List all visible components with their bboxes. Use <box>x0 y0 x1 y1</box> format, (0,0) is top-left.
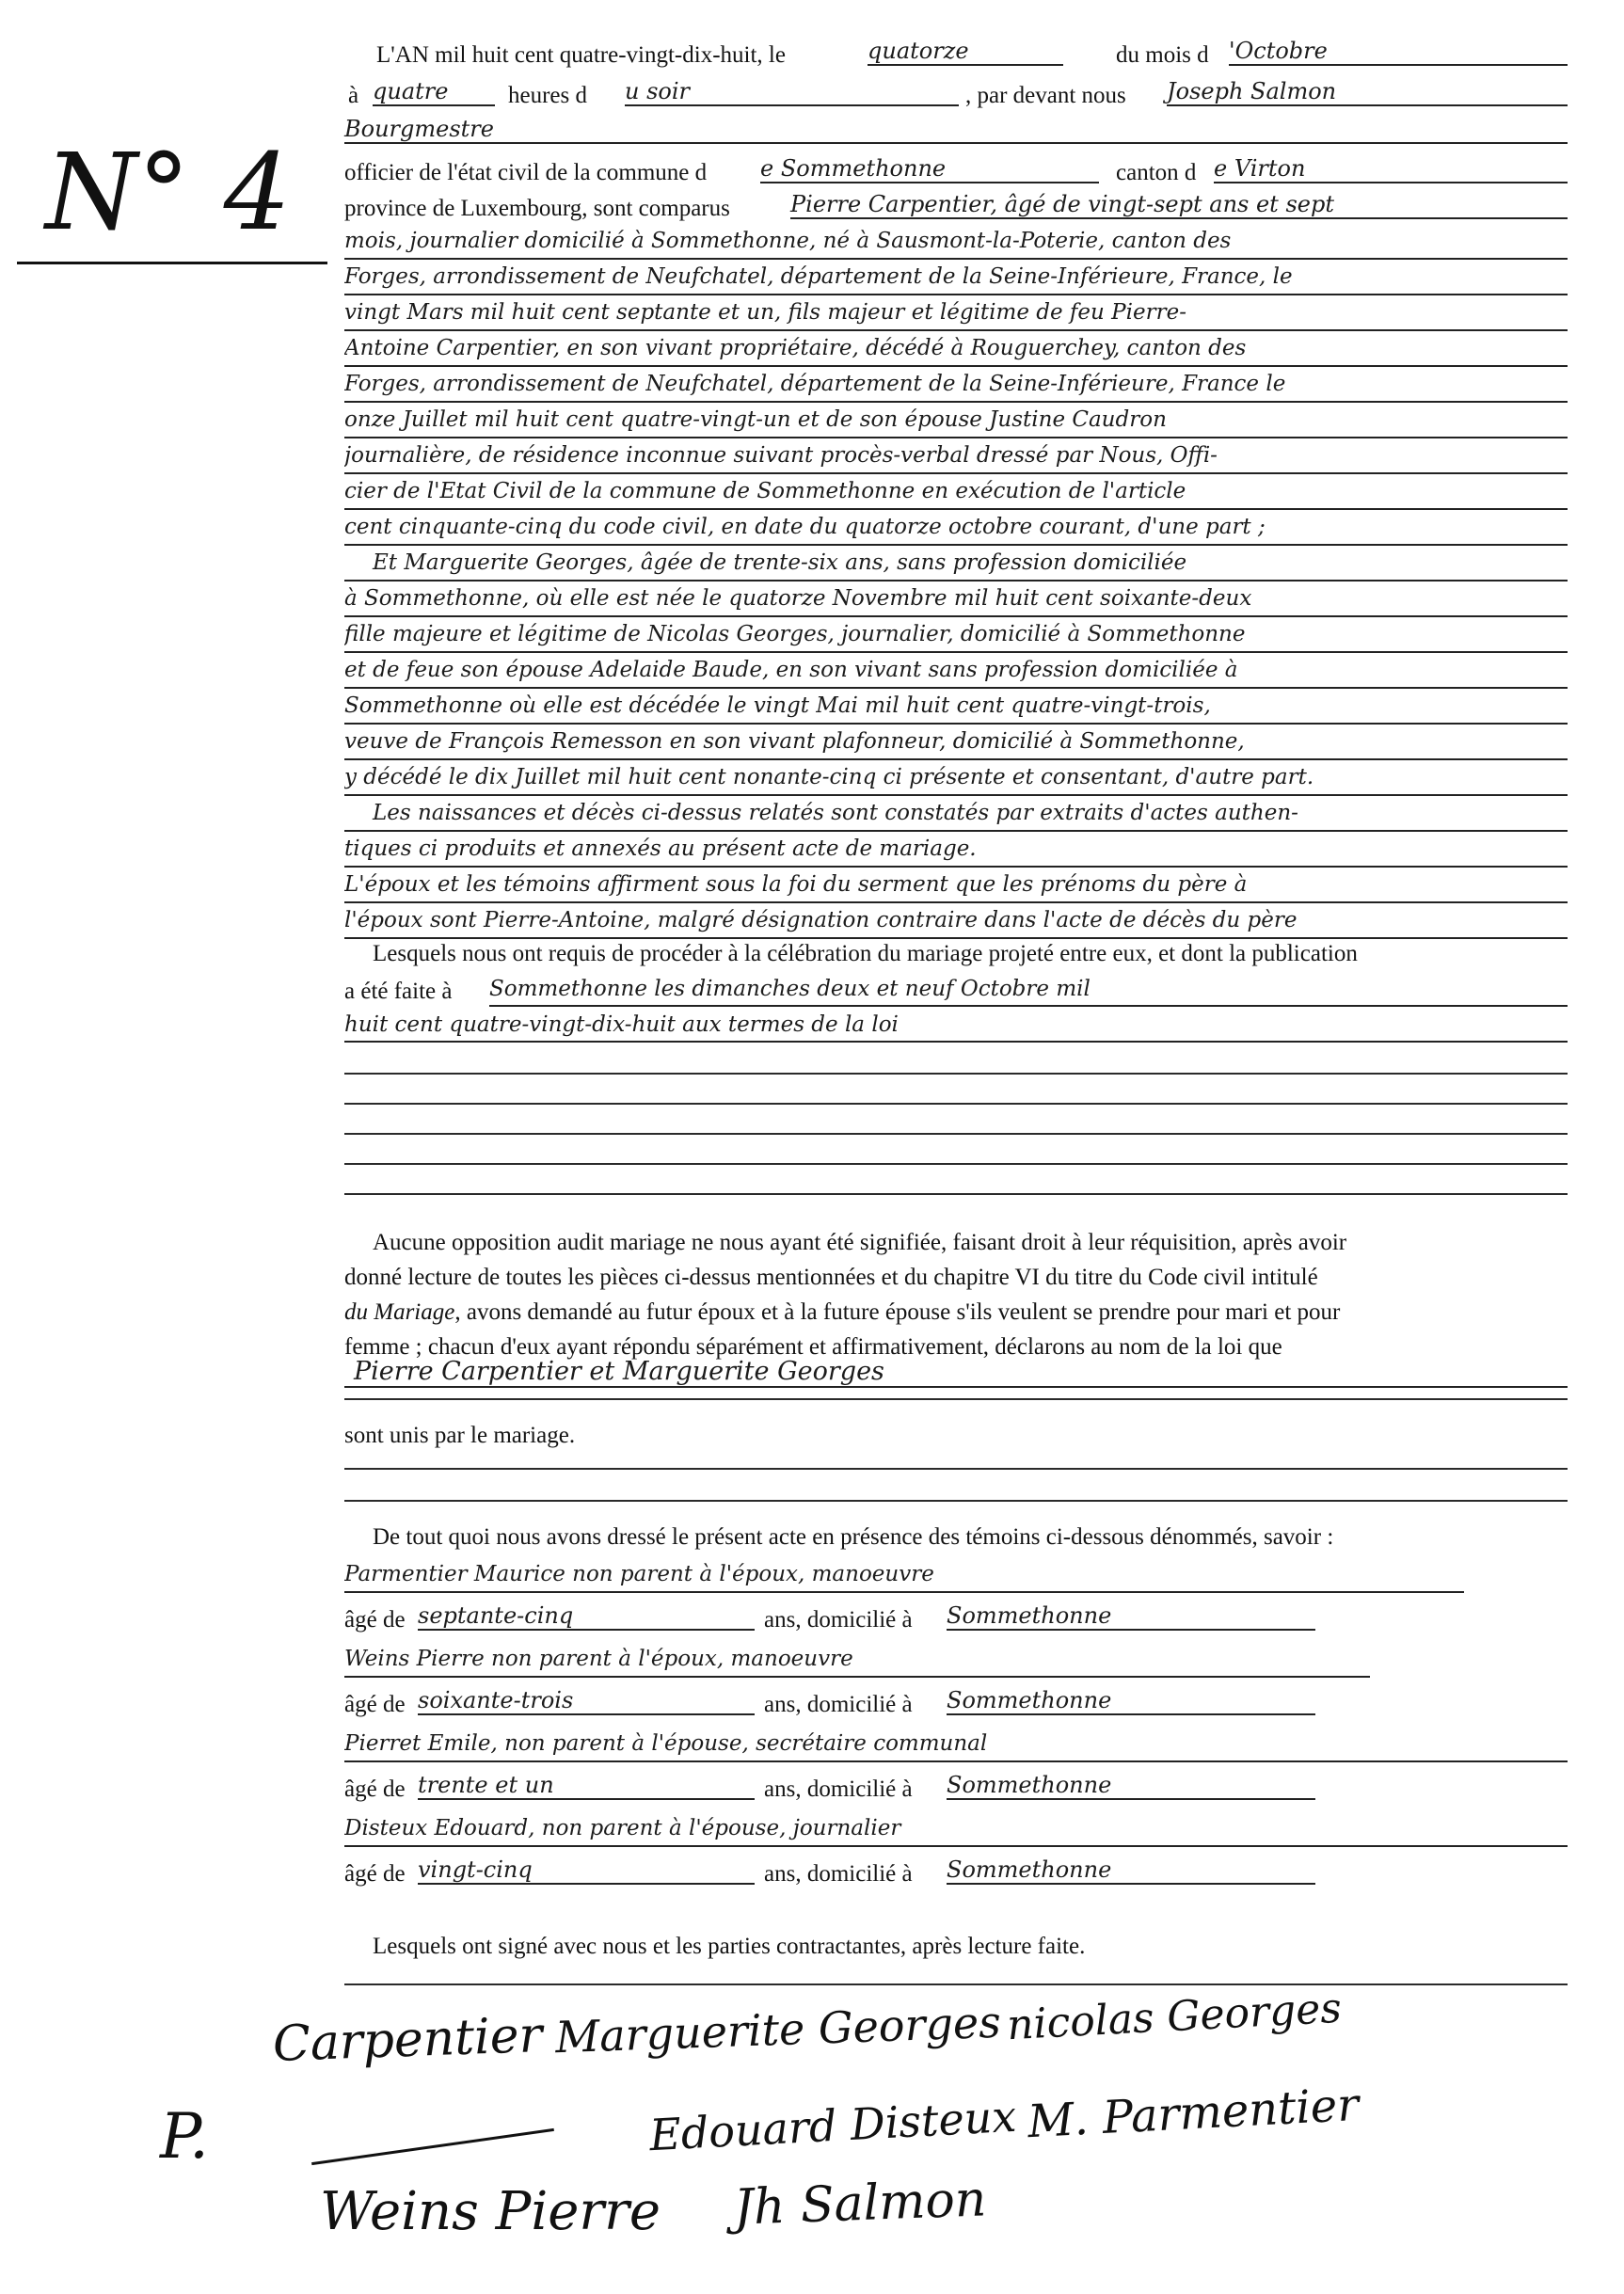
witnesses-intro: De tout quoi nous avons dressé le présent acte en présence des témoins ci-dessous dénommés, savoir : <box>373 1524 1334 1550</box>
signature-flourish <box>311 2128 554 2165</box>
witness-place: Sommethonne <box>947 1772 1315 1800</box>
signature-witness-disteux: Edouard Disteux <box>647 2090 1018 2161</box>
blank-rule <box>344 1103 1568 1105</box>
narrative-line: vingt Mars mil huit cent septante et un, fils majeur et légitime de feu Pierre- <box>344 295 1568 331</box>
closing-statement: Lesquels ont signé avec nous et les parties contractantes, après lecture faite. <box>373 1934 1086 1959</box>
witness-place: Sommethonne <box>947 1602 1315 1631</box>
narrative-line: Forges, arrondissement de Neufchatel, département de la Seine-Inférieure, France, le <box>344 260 1568 295</box>
witness-age: trente et un <box>418 1772 755 1800</box>
witness-domicile-label: ans, domicilié à <box>764 1776 913 1802</box>
witness-age-label: âgé de <box>344 1692 406 1717</box>
narrative-line: cent cinquante-cinq du code civil, en date du quatorze octobre courant, d'une part ; <box>344 510 1568 546</box>
witness-desc: Weins Pierre non parent à l'époux, manoeuvre <box>344 1642 1370 1678</box>
narrative-line: à Sommethonne, où elle est née le quatorze Novembre mil huit cent soixante-deux <box>344 581 1568 617</box>
signature-witness-parmentier: M. Parmentier <box>1026 2078 1361 2149</box>
narrative-line: l'époux sont Pierre-Antoine, malgré désignation contraire dans l'acte de décès du père <box>344 903 1568 939</box>
mariage-title: du Mariage <box>344 1299 455 1325</box>
witness-age: vingt-cinq <box>418 1856 755 1885</box>
header-line1-text: L'AN mil huit cent quatre-vingt-dix-huit, le <box>376 42 786 68</box>
time-field: u soir <box>625 78 959 106</box>
spouses-names-field: Pierre Carpentier et Marguerite Georges <box>344 1357 1568 1388</box>
narrative-line: et de feue son épouse Adelaide Baude, en son vivant sans profession domiciliée à <box>344 653 1568 689</box>
officer-commune-label: officier de l'état civil de la commune d <box>344 160 708 185</box>
publication-place-field: Sommethonne les dimanches deux et neuf Octobre mil <box>489 973 1568 1007</box>
month-field: 'Octobre <box>1229 38 1568 66</box>
opposition-line: femme ; chacun d'eux ayant répondu séparément et affirmativement, déclarons au nom de la loi que <box>344 1334 1282 1360</box>
witness-age: soixante-trois <box>418 1687 755 1715</box>
header-line2-before-us: , par devant nous <box>965 83 1126 108</box>
witness-age-label: âgé de <box>344 1861 406 1887</box>
act-number: N° 4 <box>45 132 291 254</box>
witness-domicile-label: ans, domicilié à <box>764 1607 913 1633</box>
act-number-underline <box>17 262 327 264</box>
blank-rule <box>344 1983 1568 1985</box>
blank-rule <box>344 1163 1568 1165</box>
blank-rule <box>344 1500 1568 1502</box>
narrative-line: mois, journalier domicilié à Sommethonne, né à Sausmont-la-Poterie, canton des <box>344 224 1568 260</box>
united-statement: sont unis par le mariage. <box>344 1423 576 1448</box>
witness-place: Sommethonne <box>947 1856 1315 1885</box>
witness-age-label: âgé de <box>344 1607 406 1633</box>
witness-place: Sommethonne <box>947 1687 1315 1715</box>
groom-intro-field: Pierre Carpentier, âgé de vingt-sept ans et sept <box>790 191 1568 219</box>
canton-field: e Virton <box>1214 155 1568 183</box>
blank-rule <box>344 1073 1568 1075</box>
blank-rule <box>344 1193 1568 1195</box>
witness-domicile-label: ans, domicilié à <box>764 1861 913 1887</box>
hour-field: quatre <box>373 78 495 106</box>
commune-field: e Sommethonne <box>760 155 1099 183</box>
day-field: quatorze <box>868 38 1063 66</box>
narrative-line: Antoine Carpentier, en son vivant propriétaire, décédé à Rouguerchey, canton des <box>344 331 1568 367</box>
witness-desc: Pierret Emile, non parent à l'épouse, secrétaire communal <box>344 1727 1568 1762</box>
signature-pierret: P. <box>160 2100 210 2173</box>
signature-bride-father: nicolas Georges <box>1005 1983 1344 2050</box>
narrative-line: Sommethonne où elle est décédée le vingt Mai mil huit cent quatre-vingt-trois, <box>344 689 1568 725</box>
narrative-line: tiques ci produits et annexés au présent acte de mariage. <box>344 832 1568 868</box>
signature-witness-weins: Weins Pierre <box>320 2181 661 2242</box>
header-line1-month-label: du mois d <box>1116 42 1209 68</box>
blank-rule <box>344 1133 1568 1135</box>
narrative-line: L'époux et les témoins affirment sous la foi du serment que les prénoms du père à <box>344 868 1568 903</box>
witness-desc: Disteux Edouard, non parent à l'épouse, journalier <box>344 1811 1568 1847</box>
narrative-line: veuve de François Remesson en son vivant plafonneur, domicilié à Sommethonne, <box>344 725 1568 760</box>
narrative-block <box>344 224 1568 939</box>
signature-groom: Carpentier <box>272 2007 544 2073</box>
header-line2-prefix: à <box>348 83 359 108</box>
narrative-line: Et Marguerite Georges, âgée de trente-six ans, sans profession domiciliée <box>344 546 1568 581</box>
blank-rule <box>344 1398 1568 1400</box>
blank-rule <box>344 1468 1568 1470</box>
narrative-line: cier de l'Etat Civil de la commune de Sommethonne en exécution de l'article <box>344 474 1568 510</box>
opposition-line3-rest: , avons demandé au futur époux et à la future épouse s'ils veulent se prendre pour mari et pour <box>454 1299 1341 1325</box>
publication-date-field: huit cent quatre-vingt-dix-huit aux termes de la loi <box>344 1009 1568 1043</box>
witness-age: septante-cinq <box>418 1602 755 1631</box>
opposition-line3 <box>344 1295 1568 1330</box>
witness-age-label: âgé de <box>344 1776 406 1802</box>
officer-name-field: Joseph Salmon <box>1167 78 1568 106</box>
officer-title-field: Bourgmestre <box>344 116 1568 144</box>
narrative-line: journalière, de résidence inconnue suivant procès-verbal dressé par Nous, Offi- <box>344 438 1568 474</box>
province-label: province de Luxembourg, sont comparus <box>344 196 730 221</box>
narrative-line: Les naissances et décès ci-dessus relatés sont constatés par extraits d'actes authen- <box>344 796 1568 832</box>
witness-domicile-label: ans, domicilié à <box>764 1692 913 1717</box>
header-line2-hours-label: heures d <box>508 83 587 108</box>
opposition-paragraph <box>344 1225 1568 1364</box>
signature-bride: Marguerite Georges <box>554 1996 1002 2063</box>
witness-desc: Parmentier Maurice non parent à l'époux, manoeuvre <box>344 1557 1464 1593</box>
publication-line1: Lesquels nous ont requis de procéder à la célébration du mariage projeté entre eux, et dont la publication <box>373 941 1358 966</box>
narrative-line: fille majeure et légitime de Nicolas Georges, journalier, domicilié à Sommethonne <box>344 617 1568 653</box>
opposition-line: Aucune opposition audit mariage ne nous ayant été signifiée, faisant droit à leur réquisition, après avoir <box>373 1230 1347 1255</box>
signature-officer: Jh Salmon <box>733 2171 988 2237</box>
publication-line2-label: a été faite à <box>344 979 453 1004</box>
opposition-line: donné lecture de toutes les pièces ci-dessus mentionnées et du chapitre VI du titre du Code civil intitulé <box>344 1265 1318 1290</box>
canton-label: canton d <box>1116 160 1197 185</box>
narrative-line: y décédé le dix Juillet mil huit cent nonante-cinq ci présente et consentant, d'autre part. <box>344 760 1568 796</box>
narrative-line: onze Juillet mil huit cent quatre-vingt-un et de son épouse Justine Caudron <box>344 403 1568 438</box>
narrative-line: Forges, arrondissement de Neufchatel, département de la Seine-Inférieure, France le <box>344 367 1568 403</box>
